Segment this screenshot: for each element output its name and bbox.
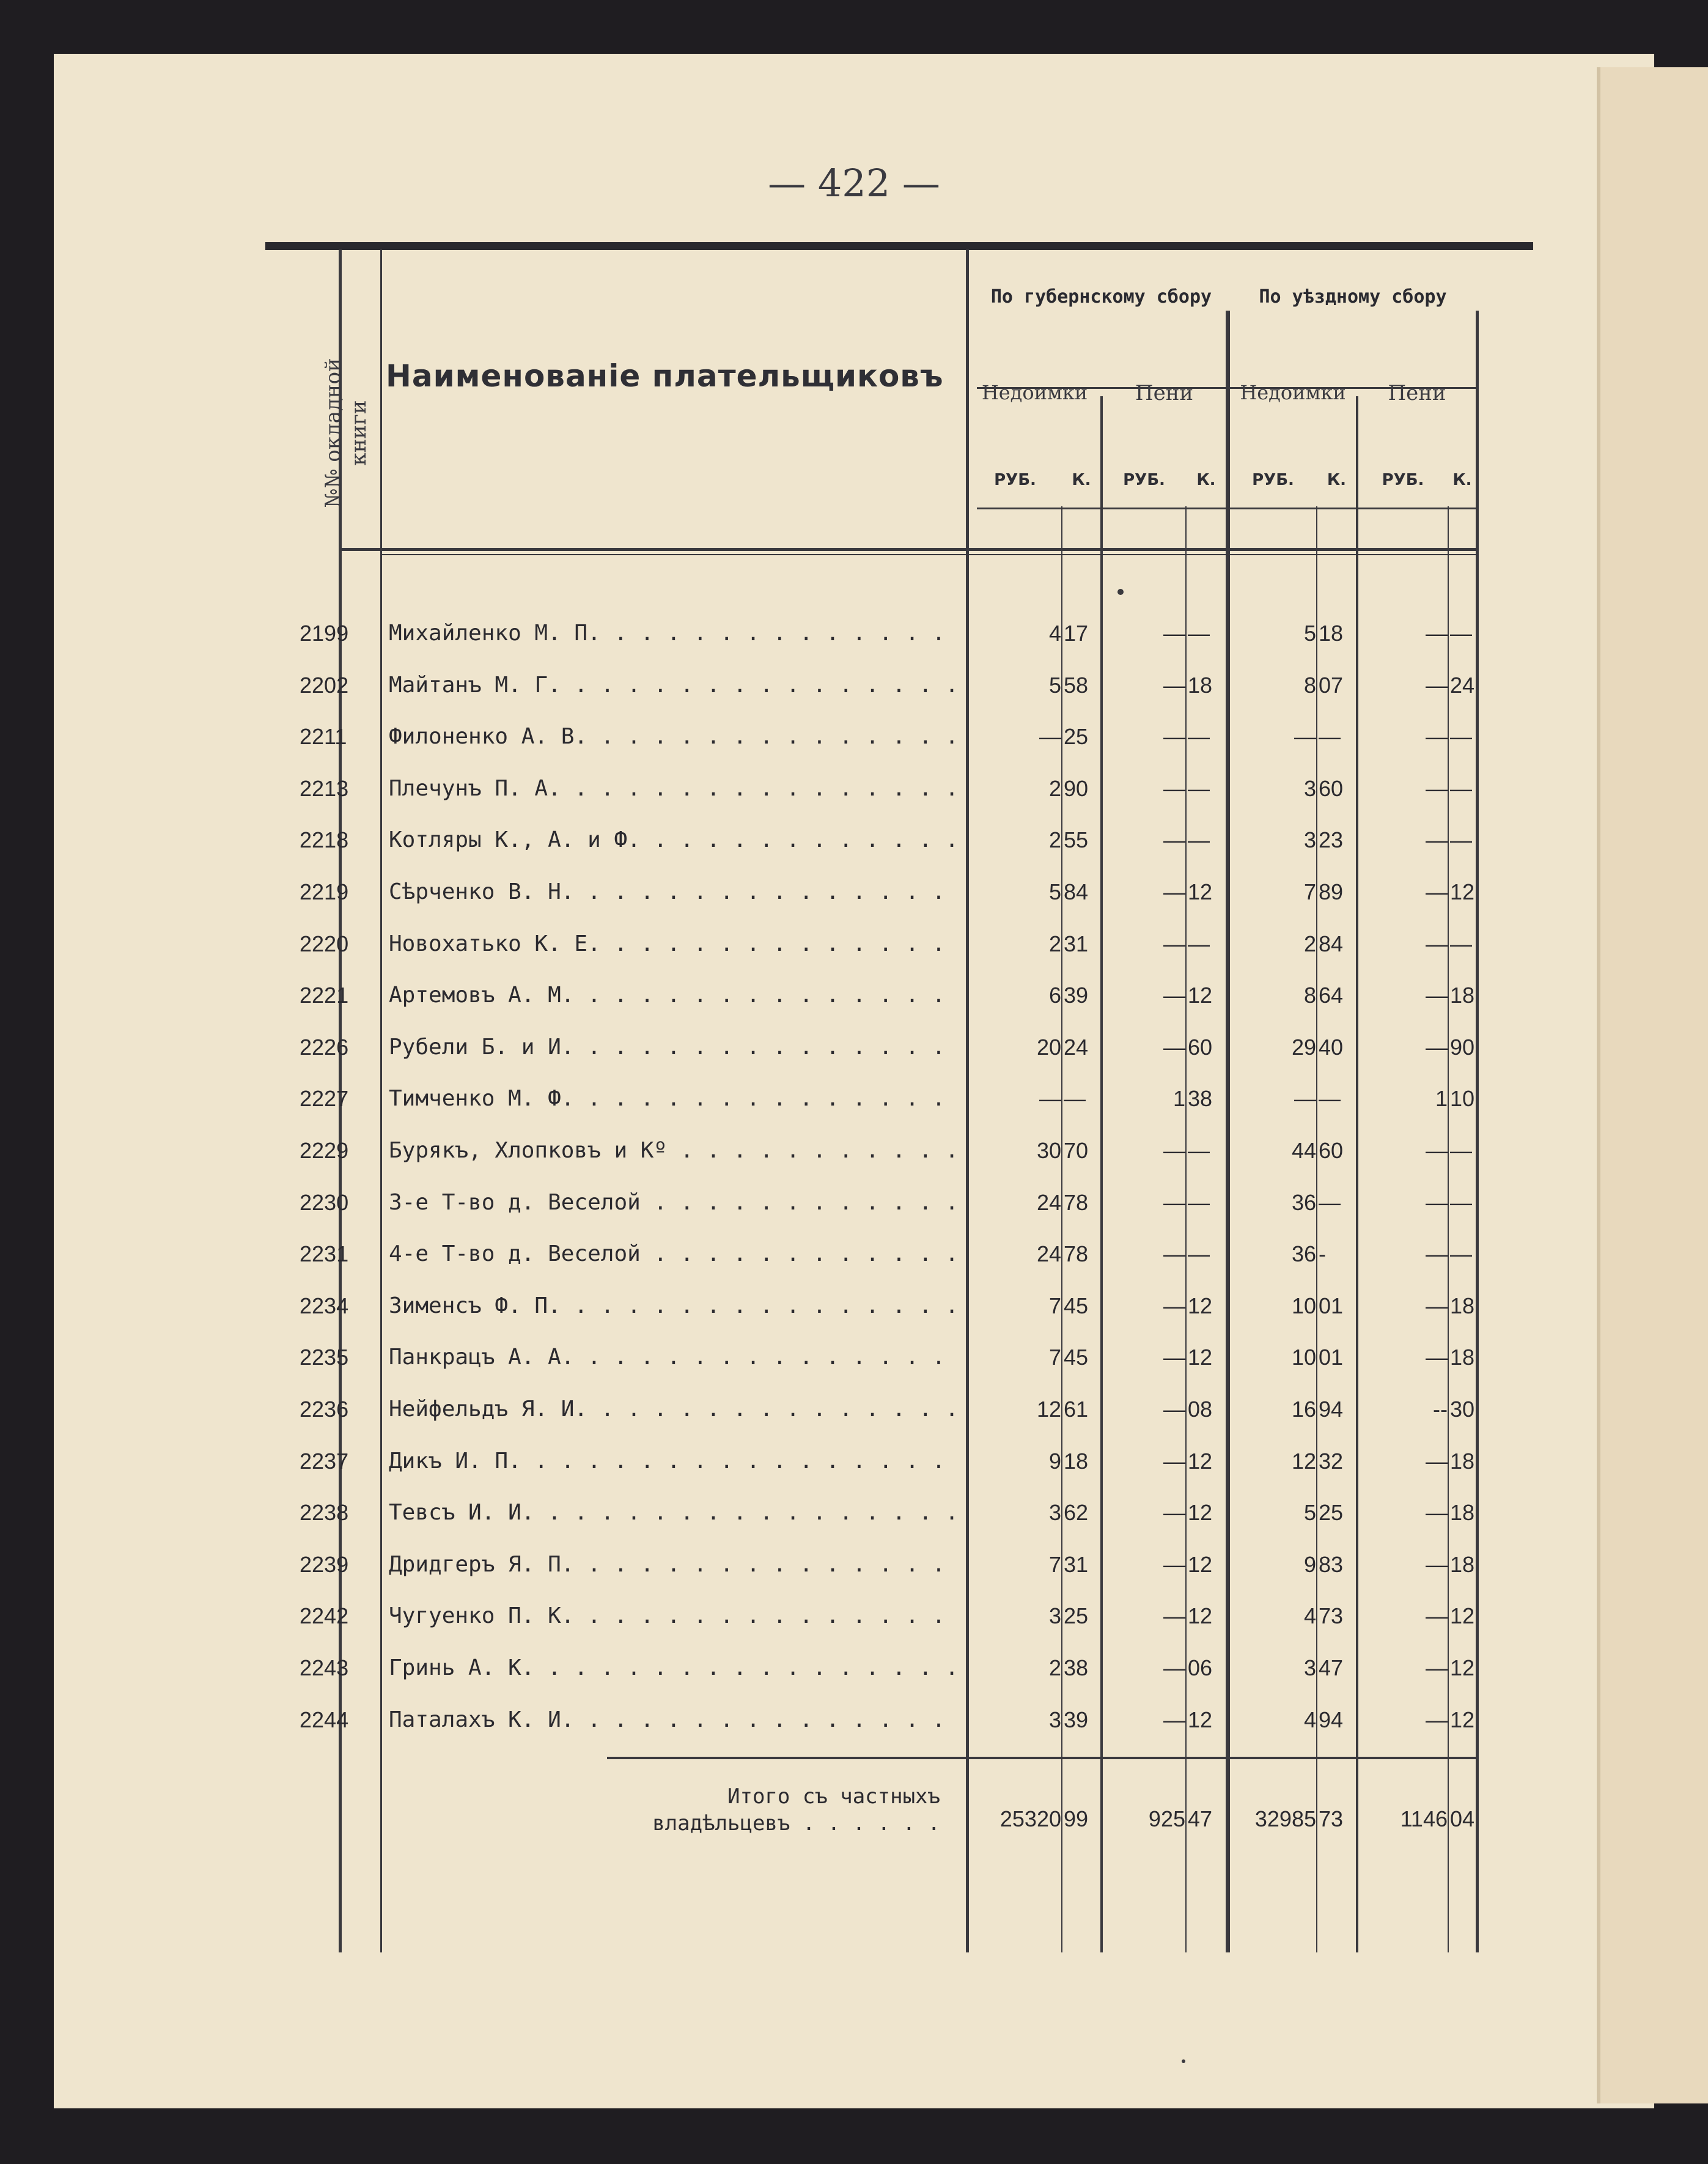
cell-g-kop: 55 — [1064, 827, 1089, 853]
table-row — [54, 1027, 1654, 1079]
table-row — [54, 1389, 1654, 1441]
cell-u-kop: 83 — [1319, 1551, 1344, 1577]
table-row — [54, 717, 1654, 768]
total-label-line2: владѣльцевъ . . . . . . — [652, 1811, 940, 1836]
cell-g-rub: 3 — [1048, 1603, 1061, 1629]
cell-u-kop: 60 — [1319, 775, 1344, 801]
cell-num: 2218 — [300, 827, 349, 853]
cell-num: 2220 — [300, 931, 349, 956]
table-row — [54, 1441, 1654, 1493]
cell-up-rub: — — [1426, 931, 1448, 956]
cell-g-kop: 78 — [1064, 1189, 1089, 1215]
table-row — [54, 613, 1654, 665]
cell-g-rub: 24 — [1036, 1241, 1061, 1267]
cell-g-kop: 70 — [1064, 1138, 1089, 1163]
cell-u-rub: 3 — [1303, 827, 1316, 853]
cell-num: 2243 — [300, 1655, 349, 1680]
cell-u-rub: 7 — [1303, 879, 1316, 904]
document-page — [54, 54, 1654, 2108]
cell-gp-kop: 60 — [1188, 1034, 1213, 1060]
cell-u-kop: 89 — [1319, 879, 1344, 904]
rule-sub-bottom — [977, 508, 1476, 509]
total-gp-kop: 47 — [1188, 1806, 1213, 1831]
cell-g-kop: 24 — [1064, 1034, 1089, 1060]
print-speck — [1182, 2059, 1185, 2063]
table-row — [54, 1234, 1654, 1285]
cell-gp-rub: — — [1163, 1138, 1185, 1163]
cell-gp-rub: — — [1163, 1655, 1185, 1680]
cell-name: Новохатько К. Е. . . . — [389, 931, 957, 956]
table-row — [54, 924, 1654, 975]
cell-up-kop: — — [1450, 724, 1472, 750]
cell-up-kop: 12 — [1450, 1707, 1475, 1732]
cell-g-kop: 45 — [1064, 1293, 1089, 1318]
cell-u-rub: 10 — [1291, 1293, 1316, 1318]
cell-u-kop: — — [1319, 1086, 1341, 1112]
table-row — [54, 1493, 1654, 1544]
cell-gp-kop: 18 — [1188, 672, 1213, 698]
cell-gp-rub: — — [1163, 827, 1185, 853]
cell-g-kop: 62 — [1064, 1500, 1089, 1526]
cell-name: Нейфельдъ Я. И. . . . — [389, 1397, 957, 1422]
cell-up-kop: — — [1450, 827, 1472, 853]
cell-gp-rub: — — [1163, 1345, 1185, 1370]
cell-gp-rub: — — [1163, 879, 1185, 904]
cell-num: 2221 — [300, 983, 349, 1008]
cell-up-kop: 90 — [1450, 1034, 1475, 1060]
cell-g-rub: 30 — [1036, 1138, 1061, 1163]
cell-up-kop: 12 — [1450, 1603, 1475, 1629]
cell-up-rub: — — [1426, 1138, 1448, 1163]
cell-name: 3-е Т-во д. Веселой . . . — [389, 1190, 957, 1215]
cell-up-rub: — — [1426, 1241, 1448, 1267]
cell-num: 2238 — [300, 1500, 349, 1526]
cell-g-kop: 45 — [1064, 1345, 1089, 1370]
cell-up-kop: 30 — [1450, 1397, 1475, 1422]
cell-num: 2211 — [300, 724, 347, 750]
g-arrears-header: Недоимки — [981, 381, 1088, 404]
cell-g-kop: 58 — [1064, 672, 1089, 698]
cell-name: Филоненко А. В. . . . — [389, 724, 957, 749]
cell-num: 2236 — [300, 1397, 349, 1422]
cell-up-rub: — — [1426, 1707, 1448, 1732]
cell-u-kop: 07 — [1319, 672, 1344, 698]
total-label-line1: Итого съ частныхъ — [727, 1784, 940, 1809]
cell-gp-rub: — — [1163, 931, 1185, 956]
cell-num: 2237 — [300, 1448, 349, 1474]
cell-g-rub: 3 — [1048, 1707, 1061, 1732]
cell-gp-rub: — — [1163, 775, 1185, 801]
cell-gp-kop: 12 — [1188, 879, 1213, 904]
table-row — [54, 1337, 1654, 1389]
u-penalty-header: Пени — [1388, 381, 1446, 405]
cell-u-kop: 01 — [1319, 1345, 1344, 1370]
cell-name: Сѣрченко В. Н. . . . — [389, 879, 957, 904]
cell-g-rub: 5 — [1048, 672, 1061, 698]
cell-u-kop: 64 — [1319, 983, 1344, 1008]
cell-up-rub: — — [1426, 1655, 1448, 1680]
table-row — [54, 1596, 1654, 1647]
cell-u-kop: 25 — [1319, 1500, 1344, 1526]
cell-g-kop: 90 — [1064, 775, 1089, 801]
uezd-group-header: По уѣздному сбору — [1259, 286, 1447, 308]
cell-g-kop: 25 — [1064, 1603, 1089, 1629]
cell-u-kop: - — [1319, 1241, 1326, 1267]
cell-up-rub: — — [1426, 1603, 1448, 1629]
cell-g-rub: 2 — [1048, 931, 1061, 956]
cell-up-kop: — — [1450, 1189, 1472, 1215]
cell-g-rub: 2 — [1048, 827, 1061, 853]
cell-gp-rub: — — [1163, 1603, 1185, 1629]
cell-name: 4-е Т-во д. Веселой . . . — [389, 1241, 957, 1266]
cell-name: Тевсъ И. И. . . . — [389, 1500, 957, 1525]
cell-u-rub: 3 — [1303, 775, 1316, 801]
cell-num: 2244 — [300, 1707, 349, 1732]
cell-num: 2202 — [300, 672, 349, 698]
cell-g-rub: 9 — [1048, 1448, 1061, 1474]
cell-gp-rub: — — [1163, 1500, 1185, 1526]
cell-name: Тимченко М. Ф. . . . — [389, 1086, 957, 1111]
cell-g-rub: 20 — [1036, 1034, 1061, 1060]
table-row — [54, 1131, 1654, 1182]
cell-u-kop: 84 — [1319, 931, 1344, 956]
cell-g-rub: 2 — [1048, 775, 1061, 801]
table-row — [54, 1079, 1654, 1130]
cell-name: Чугуенко П. К. . . . — [389, 1603, 957, 1628]
cell-g-kop: 39 — [1064, 983, 1089, 1008]
cell-gp-kop: 12 — [1188, 1500, 1213, 1526]
cell-u-rub: 10 — [1291, 1345, 1316, 1370]
cell-gp-kop: 12 — [1188, 1551, 1213, 1577]
cell-u-rub: 4 — [1303, 1603, 1316, 1629]
u-rub-header: РУБ. — [1252, 471, 1294, 489]
gp-rub-header: РУБ. — [1123, 471, 1165, 489]
cell-g-kop: 78 — [1064, 1241, 1089, 1267]
cell-u-rub: 4 — [1303, 1707, 1316, 1732]
cell-up-rub: — — [1426, 724, 1448, 750]
cell-gp-rub: — — [1163, 1707, 1185, 1732]
cell-u-rub: — — [1294, 724, 1316, 750]
total-label — [531, 1783, 940, 1837]
cell-u-rub: 3 — [1303, 1655, 1316, 1680]
u-arrears-header: Недоимки — [1240, 381, 1346, 404]
cell-name: Паталахъ К. И. . . . — [389, 1707, 957, 1732]
table-row — [54, 1545, 1654, 1596]
cell-g-rub: 7 — [1048, 1293, 1061, 1318]
cell-up-kop: 24 — [1450, 672, 1475, 698]
cell-num: 2230 — [300, 1189, 349, 1215]
gp-kop-header: К. — [1196, 471, 1216, 489]
cell-up-rub: — — [1426, 983, 1448, 1008]
cell-u-rub: 2 — [1303, 931, 1316, 956]
print-speck — [1117, 589, 1124, 595]
cell-up-rub: — — [1426, 1293, 1448, 1318]
cell-u-rub: 29 — [1291, 1034, 1316, 1060]
cell-g-kop: 31 — [1064, 931, 1089, 956]
cell-up-rub: — — [1426, 1500, 1448, 1526]
table-row — [54, 1286, 1654, 1337]
cell-name: Котляры К., А. и Ф. . . . — [389, 827, 957, 852]
cell-gp-rub: — — [1163, 1397, 1185, 1422]
cell-gp-kop: — — [1188, 1189, 1210, 1215]
cell-up-kop: — — [1450, 1241, 1472, 1267]
cell-u-kop: 94 — [1319, 1397, 1344, 1422]
cell-g-kop: 84 — [1064, 879, 1089, 904]
cell-g-rub: 5 — [1048, 879, 1061, 904]
cell-up-rub: — — [1426, 1189, 1448, 1215]
cell-up-rub: — — [1426, 827, 1448, 853]
cell-gp-kop: — — [1188, 931, 1210, 956]
page-number: — 422 — — [768, 161, 940, 205]
cell-name: Михайленко М. П. . . . — [389, 621, 957, 646]
cell-g-rub: — — [1039, 1086, 1061, 1112]
cell-up-kop: 18 — [1450, 1345, 1475, 1370]
cell-u-kop: 01 — [1319, 1293, 1344, 1318]
cell-g-rub: 3 — [1048, 1500, 1061, 1526]
table-top-rule — [265, 242, 1533, 250]
cell-name: Гринь А. К. . . . — [389, 1655, 957, 1680]
cell-num: 2219 — [300, 879, 349, 904]
table-row — [54, 665, 1654, 717]
total-u-rub: 32985 — [1254, 1806, 1316, 1831]
g-rub-header: РУБ. — [994, 471, 1036, 489]
table-row — [54, 1183, 1654, 1234]
cell-num: 2213 — [300, 775, 349, 801]
cell-name: Дридгеръ Я. П. . . . — [389, 1552, 957, 1577]
next-page-edge — [1597, 67, 1708, 2103]
cell-g-rub: 12 — [1036, 1397, 1061, 1422]
cell-up-rub: — — [1426, 1034, 1448, 1060]
cell-up-kop: 18 — [1450, 983, 1475, 1008]
cell-num: 2226 — [300, 1034, 349, 1060]
cell-num: 2234 — [300, 1293, 349, 1318]
cell-u-rub: 9 — [1303, 1551, 1316, 1577]
cell-name: Панкрацъ А. А. . . . — [389, 1345, 957, 1370]
cell-gp-rub: — — [1163, 1551, 1185, 1577]
cell-u-rub: 12 — [1291, 1448, 1316, 1474]
cell-u-rub: 16 — [1291, 1397, 1316, 1422]
cell-gp-kop: 12 — [1188, 1603, 1213, 1629]
cell-g-rub: 7 — [1048, 1551, 1061, 1577]
cell-num: 2235 — [300, 1345, 349, 1370]
cell-u-kop: 94 — [1319, 1707, 1344, 1732]
cell-up-kop: 12 — [1450, 1655, 1475, 1680]
cell-num: 2239 — [300, 1551, 349, 1577]
cell-gp-rub: — — [1163, 1241, 1185, 1267]
cell-gp-rub: — — [1163, 1293, 1185, 1318]
cell-num: 2231 — [300, 1241, 349, 1267]
cell-up-kop: 18 — [1450, 1293, 1475, 1318]
cell-num: 2227 — [300, 1086, 349, 1112]
table-row — [54, 1648, 1654, 1699]
cell-g-kop: 38 — [1064, 1655, 1089, 1680]
cell-gp-rub: — — [1163, 1034, 1185, 1060]
cell-u-kop: — — [1319, 1189, 1341, 1215]
cell-name: Плечунъ П. А. . . . — [389, 776, 957, 801]
cell-u-kop: — — [1319, 724, 1341, 750]
cell-num: 2229 — [300, 1138, 349, 1163]
rule-header-bottom — [339, 548, 1478, 551]
cell-u-kop: 73 — [1319, 1603, 1344, 1629]
cell-up-rub: — — [1426, 775, 1448, 801]
number-column-header: №№ окладной книги — [321, 358, 371, 508]
cell-u-rub: 36 — [1291, 1189, 1316, 1215]
cell-g-rub: 4 — [1048, 621, 1061, 646]
cell-gp-kop: — — [1188, 827, 1210, 853]
cell-name: Зименсъ Ф. П. . . . — [389, 1293, 957, 1318]
cell-gp-kop: 12 — [1188, 1293, 1213, 1318]
cell-gp-kop: 12 — [1188, 1707, 1213, 1732]
cell-gp-rub: — — [1163, 983, 1185, 1008]
total-g-kop: 99 — [1064, 1806, 1089, 1831]
cell-u-kop: 23 — [1319, 827, 1344, 853]
cell-g-kop: 31 — [1064, 1551, 1089, 1577]
cell-u-rub: 5 — [1303, 621, 1316, 646]
cell-gp-kop: 12 — [1188, 983, 1213, 1008]
cell-name: Рубели Б. и И. . . . — [389, 1035, 957, 1060]
cell-gp-kop: 38 — [1188, 1086, 1213, 1112]
cell-num: 2199 — [300, 621, 349, 646]
cell-u-kop: 40 — [1319, 1034, 1344, 1060]
cell-g-kop: 39 — [1064, 1707, 1089, 1732]
cell-gp-kop: — — [1188, 1138, 1210, 1163]
cell-gp-rub: — — [1163, 621, 1185, 646]
cell-g-rub: 24 — [1036, 1189, 1061, 1215]
total-up-rub: 1146 — [1400, 1806, 1448, 1831]
g-penalty-header: Пени — [1135, 381, 1194, 405]
cell-gp-rub: — — [1163, 1189, 1185, 1215]
cell-u-rub: 8 — [1303, 983, 1316, 1008]
cell-name: Артемовъ А. М. . . . — [389, 983, 957, 1008]
cell-u-rub: — — [1294, 1086, 1316, 1112]
cell-u-rub: 8 — [1303, 672, 1316, 698]
cell-up-kop: 10 — [1450, 1086, 1475, 1112]
cell-up-rub: — — [1426, 1345, 1448, 1370]
cell-up-kop: — — [1450, 931, 1472, 956]
cell-up-kop: — — [1450, 1138, 1472, 1163]
table-row — [54, 820, 1654, 871]
cell-gp-kop: 12 — [1188, 1448, 1213, 1474]
cell-gp-kop: 08 — [1188, 1397, 1213, 1422]
cell-gp-kop: 12 — [1188, 1345, 1213, 1370]
gubernia-group-header: По губернскому сбору — [990, 286, 1212, 308]
cell-name: Бурякъ, Хлопковъ и Кº . . . — [389, 1138, 957, 1163]
cell-up-kop: — — [1450, 775, 1472, 801]
cell-g-kop: 17 — [1064, 621, 1089, 646]
cell-up-rub: — — [1426, 1551, 1448, 1577]
cell-g-rub: 6 — [1048, 983, 1061, 1008]
cell-u-rub: 5 — [1303, 1500, 1316, 1526]
cell-g-rub: 2 — [1048, 1655, 1061, 1680]
total-gp-rub: 925 — [1148, 1806, 1185, 1831]
cell-up-kop: — — [1450, 621, 1472, 646]
cell-g-kop: 61 — [1064, 1397, 1089, 1422]
cell-gp-rub: — — [1163, 672, 1185, 698]
table-row — [54, 1700, 1654, 1751]
rule-header-bottom-2 — [380, 554, 1478, 555]
cell-gp-rub: — — [1163, 1448, 1185, 1474]
table-row — [54, 872, 1654, 923]
cell-gp-rub: — — [1163, 724, 1185, 750]
cell-g-kop: 18 — [1064, 1448, 1089, 1474]
cell-u-kop: 47 — [1319, 1655, 1344, 1680]
cell-name: Дикъ И. П. . . . — [389, 1449, 957, 1474]
cell-g-rub: — — [1039, 724, 1061, 750]
total-u-kop: 73 — [1319, 1806, 1344, 1831]
cell-up-rub: -- — [1433, 1397, 1448, 1422]
cell-u-rub: 36 — [1291, 1241, 1316, 1267]
cell-up-kop: 12 — [1450, 879, 1475, 904]
total-up-kop: 04 — [1450, 1806, 1475, 1831]
cell-up-rub: — — [1426, 621, 1448, 646]
cell-g-rub: 7 — [1048, 1345, 1061, 1370]
up-rub-header: РУБ. — [1382, 471, 1424, 489]
cell-u-kop: 18 — [1319, 621, 1344, 646]
cell-gp-kop: — — [1188, 1241, 1210, 1267]
cell-up-kop: 18 — [1450, 1551, 1475, 1577]
cell-u-kop: 32 — [1319, 1448, 1344, 1474]
cell-g-kop: — — [1064, 1086, 1086, 1112]
cell-up-rub: — — [1426, 1448, 1448, 1474]
cell-g-kop: 25 — [1064, 724, 1089, 750]
u-kop-header: К. — [1327, 471, 1347, 489]
cell-up-rub: — — [1426, 879, 1448, 904]
cell-gp-kop: 06 — [1188, 1655, 1213, 1680]
cell-up-rub: — — [1426, 672, 1448, 698]
total-g-rub: 25320 — [999, 1806, 1061, 1831]
cell-gp-kop: — — [1188, 724, 1210, 750]
table-row — [54, 769, 1654, 820]
table-row — [54, 975, 1654, 1027]
rule-total-top — [607, 1757, 1476, 1759]
up-kop-header: К. — [1452, 471, 1472, 489]
cell-name: Майтанъ М. Г. . . . — [389, 673, 957, 698]
cell-gp-rub: 1 — [1172, 1086, 1185, 1112]
cell-up-kop: 18 — [1450, 1500, 1475, 1526]
g-kop-header: К. — [1072, 471, 1091, 489]
cell-u-rub: 44 — [1291, 1138, 1316, 1163]
cell-gp-kop: — — [1188, 775, 1210, 801]
name-column-header: Наименованіе плательщиковъ — [386, 358, 944, 394]
cell-up-kop: 18 — [1450, 1448, 1475, 1474]
cell-num: 2242 — [300, 1603, 349, 1629]
cell-up-rub: 1 — [1435, 1086, 1448, 1112]
cell-u-kop: 60 — [1319, 1138, 1344, 1163]
cell-gp-kop: — — [1188, 621, 1210, 646]
